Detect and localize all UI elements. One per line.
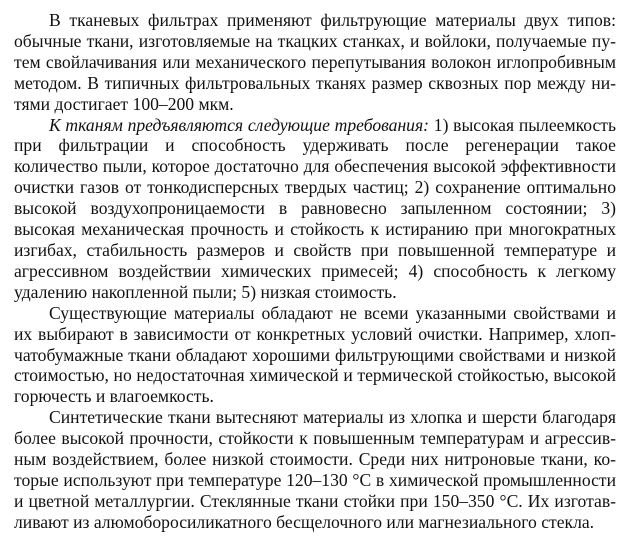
requirements-intro: К тканям предъявляются следующие требования: bbox=[49, 114, 430, 135]
paragraph-fabric-requirements bbox=[14, 115, 616, 303]
paragraph-synthetic-fabrics: Синтетические ткани вытесняют материалы из хлопка и шерсти благодаря более высокой прочности, стойкости к повышенным температурам и агрессивным воздействием, более низкой стоимости. Среди них нитроновые ткани, которые используют при температуре 120–130 °С в химической промышленности и цветной металлургии. Стеклянные ткани стойки при 150–350 °С. Их изготавливают из алюмоборосиликатного бесщелочного или магнезиального стекла. bbox=[14, 407, 616, 532]
paragraph-existing-materials: Существующие материалы обладают не всеми указанными свойствами и их выбирают в зависимости от конкретных условий очистки. Например, хлопчатобумажные ткани обладают хорошими фильтрующими свойствами и низкой стоимостью, но недостаточная химической и термической стойкостью, высокой горючесть и влагоемкость. bbox=[14, 302, 616, 407]
requirements-list: 1) высокая пылеемкость при фильтрации и способность удерживать после регенерации такое количество пыли, которое достаточно для обеспечения высокой эффективности очистки газов от тонкодисперсных твердых частиц; 2) сохранение оптимально высокой воздухопроницаемости в равновесно запыленном состоянии; 3) высокая механическая прочность и стойкость к истиранию при многократных изгибах, стабильность размеров и свойств при повышенной температуре и агрессивном воздействии химических примесей; 4) способность к легкому удалению накопленной пыли; 5) низкая стоимость. bbox=[14, 114, 616, 302]
paragraph-filter-materials: В тканевых фильтрах применяют фильтрующие материалы двух типов: обычные ткани, изготовляемые на ткацких станках, и войлоки, получаемые путем свойлачивания или механического перепутывания волокон иглопробивным методом. В типичных фильтровальных тканях размер сквозных пор между нитями достигает 100–200 мкм. bbox=[14, 10, 616, 114]
